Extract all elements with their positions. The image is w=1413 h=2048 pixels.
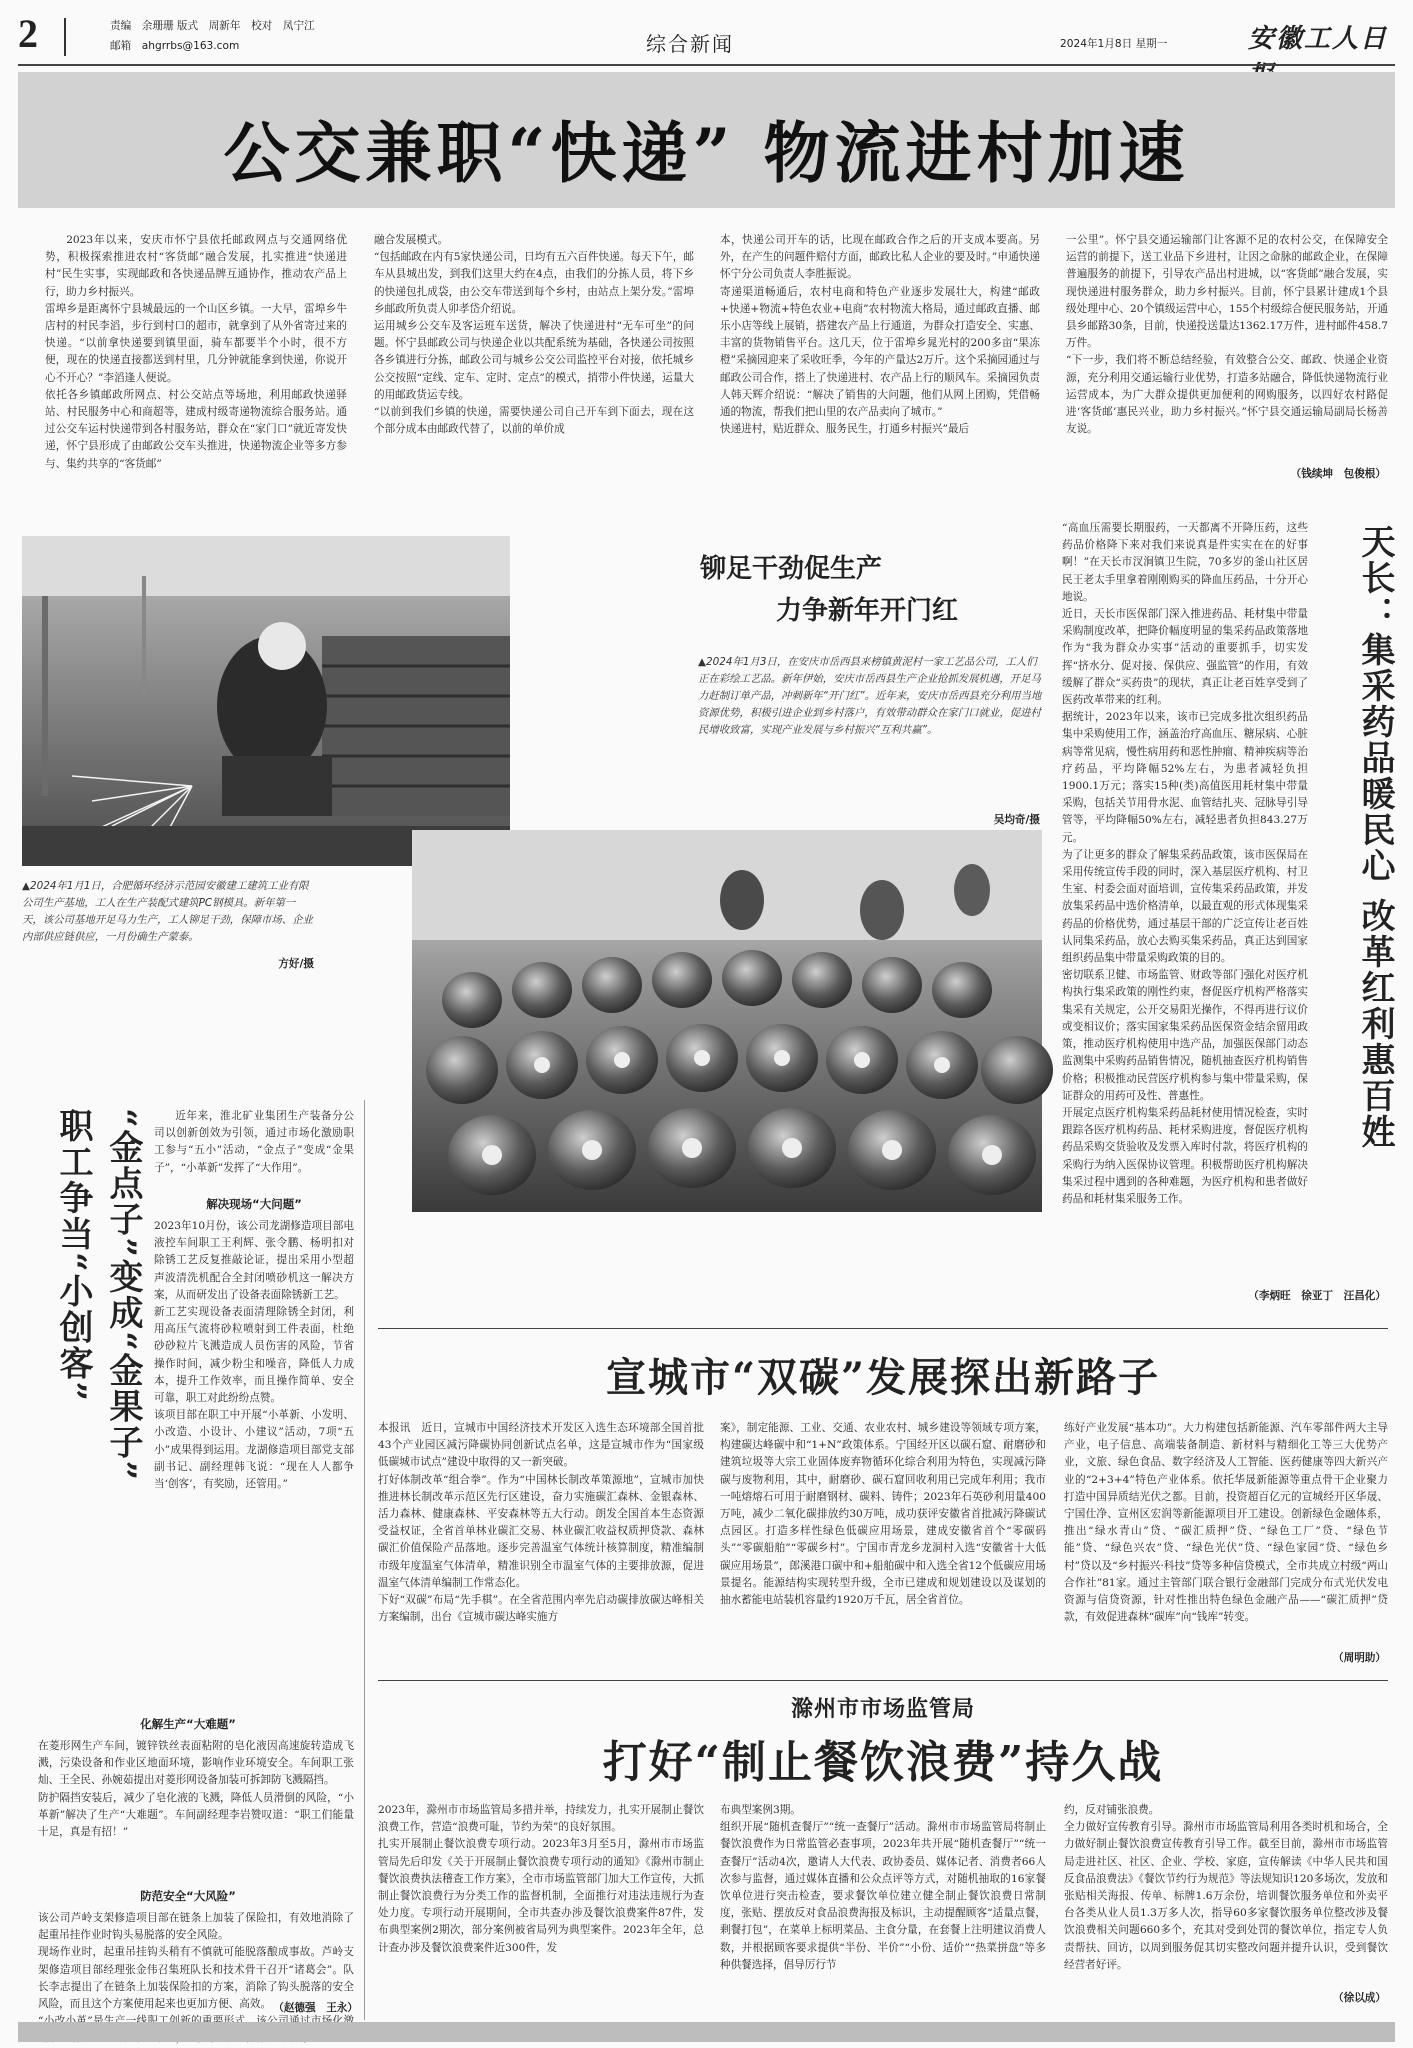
- jindianzi-intro: [154, 1108, 354, 1194]
- crafts-photo: [412, 830, 1042, 1212]
- chuzhou-credit: （徐以成）: [1333, 1992, 1386, 2004]
- paper-name: 安徽工人日: [1248, 24, 1389, 54]
- xuancheng-credit: （周明助）: [1333, 1652, 1386, 1664]
- section-name: 综合新闻: [646, 32, 734, 56]
- xuancheng-headline: 宣城市“双碳”发展探出新路子: [605, 1354, 1160, 1401]
- tianchang-credit: （李炳旺 徐亚丁 汪昌化）: [1248, 1290, 1386, 1302]
- photo-credit-right: 吴均奇/摄: [993, 814, 1040, 826]
- xuancheng-text-2: 案》，制定能源、工业、交通、农业农村、城乡建设等领域专项方案，构建碳达峰碳中和“1+N”政策体系。宁国经开区以碳石窟、耐磨砂和建筑垃圾等大宗工业固体废弃物循环化综合利用为特色，实现减污降碳与废物利用，其中，耐磨砂、碳石窟回收利用已完成年利用；我市一吨熔熔石可用于耐磨钢材、碳料、铸件；2023年石英砂利用量400万吨，减少二氧化碳排放约30万吨，成功获评安徽省首批减污降碳试点园区。打造多样性绿色低碳应用场景，建成安徽省首个“零碳码头”“零碳船舶”“零碳乡村”。宁国市青龙乡龙洞村入选“安徽省十大低碳应用场景”，郎溪港口碳中和+船舶碳中和入选全省12个低碳应用场景提名。能源结构实现转型升级，全市已建成和规划建设以及谋划的抽水蓄能电站装机容量约1920万千瓦，居全省首位。: [720, 1422, 1046, 1607]
- xuancheng-column-3: [1064, 1420, 1388, 1654]
- footer-band: [18, 2022, 1395, 2042]
- jindianzi-section-2: [38, 1738, 354, 1882]
- xuancheng-text-1: 本报讯 近日，宣城市中国经济技术开发区入选生态环境部全国首批43个产业园区减污降碳协同创新试点名单，这是宣城市作为“国家级低碳城市试点”建设中取得的又一新突破。 打好体制改革“组合拳”。作为“中国林长制改革策源地”，宣城市加快推进林长制改革示范区先行区建设，奋力实施碳汇森林、金银森林、活力森林、健康森林、平安森林等五大行动。朗发全国首本生态资源受益权证，全省首单林业碳汇交易、林业碳汇收益权质押贷款、森林碳汇价值保险产品落地。逐步完善温室气体统计核算制度，精准编制市级年度温室气体清单，精准识别全市温室气体的主要排放源，促进温室气体清单编制工作常态化。 下好“双碳”布局“先手棋”。在全省范围内率先启动碳排放碳达峰相关方案编制，出台《宣城市碳达峰实施方: [378, 1422, 704, 1624]
- jindianzi-text-3: 该公司芦岭支架修造项目部在链条上加装了保险扣，有效地消除了起重吊挂作业时钩头易脱落的安全风险。 现场作业时，起重吊挂钩头稍有不慎就可能脱落酿成事故。芦岭支架修造项目部经理张金伟召集班队长和技术骨干召开“诸葛会”。队长李志提出了在链条上加装保险扣的方案，消除了钩头脱落的安全风险，而且这个方案使用起来也更加方便、高效。: [38, 1912, 354, 2011]
- issue-date: 2024年1月8日 星期一: [1060, 38, 1168, 50]
- jindianzi-sub-2: 化解生产“大难题”: [140, 1717, 236, 1731]
- chuzhou-top-rule: [378, 1680, 1388, 1681]
- photo-credit-left: 方好/摄: [278, 958, 314, 970]
- lead-column-1: [45, 232, 347, 480]
- tianchang-body: [1062, 520, 1308, 1302]
- photo-caption-left-text: ▲2024年1月1日，合肥循环经济示范园安徽建工建筑工业有限公司生产基地，工人在生产装配式建筑PC钢模具。新年第一天，该公司基地开足马力生产，工人铆足干劲，保障市场、企业内部供应链供应，一月份确生产蒙泰。: [22, 880, 313, 943]
- left-column-separator: [364, 1100, 365, 2020]
- photo-feature-title-2: 力争新年开门红: [776, 596, 959, 626]
- chuzhou-text-2: 布典型案例3期。 组织开展“随机查餐厅”“统一查餐厅”活动。滁州市市场监管局将制止餐饮浪费作为日常监管必查事项，2023年共开展“随机查餐厅”“统一查餐厅”活动4次，邀请人大代表、政协委员、媒体记者、消费者66人次参与监督，通过媒体直播和公众点评等方式，对随机抽取的16家餐饮单位进行突击检查，要求餐饮单位建立健全制止餐饮浪费日常制度，张贴、摆放反对食品浪费海报及标识，主动提醒顾客“适量点餐，剩餐打包”，在菜单上标明菜品、主食分量，在套餐上注明建议消费人数，并根据顾客要求提供“半份、半价”“小份、适价”“热菜拼盘”等多种供餐选择，倡导厉行节: [720, 1804, 1046, 1971]
- xuancheng-column-1: [378, 1420, 704, 1666]
- lead-text-1: 2023年以来，安庆市怀宁县依托邮政网点与交通网络优势，积极探索推进农村“客货邮”融合发展，扎实推进“快递进村”民生实事，实现邮政和各快递品牌互通协作，推动农产品上行，助力乡村振兴。 雷埠乡是距离怀宁县城最远的一个山区乡镇。一大早，雷埠乡牛店村的村民李滔，步行到村口的超市，就拿到了从外省寄过来的快递。“以前拿快递要到镇里面，骑车都要半个小时，很不方便，现在的快递直接都送到村里，几分钟就能拿到快递，你说开心不开心？”李滔逢人便说。 依托各乡镇邮政所网点、村公交站点等场地，利用邮政快递驿站、村民服务中心和商超等，建成村级寄递物流综合服务站。通过公交车运村快递带到各村服务站，群众在“家门口”就近寄发快递，怀宁县形成了由邮政公交车头推进，快递物流企业等多方参与、集约共享的“客货邮”: [45, 234, 347, 470]
- photo-feature-title-1: 铆足干劲促生产: [700, 554, 883, 584]
- photo-caption-right-text: ▲2024年1月3日，在安庆市岳西县来榜镇黄泥村一家工艺品公司，工人们正在彩绘工艺品。新年伊始，安庆市岳西县生产企业抢抓发展机遇，开足马力赶制订单产品，冲刺新年“开门红”。近年来，安庆市岳西县充分利用当地资源优势，积极引进企业到乡村落户，有效带动群众在家门口就业，促进村民增收致富，实现产业发展与乡村振兴“互利共赢”。: [698, 656, 1042, 736]
- jindianzi-intro-text: 近年来，淮北矿业集团生产装备分公司以创新创效为引领，通过市场化激励职工参与“五小”活动，“金点子”变成“金果子”，“小革新”发挥了“大作用”。: [154, 1110, 354, 1174]
- photo-caption-left: [22, 878, 314, 956]
- factory-worker-photo: [22, 536, 510, 866]
- xuancheng-text-3: 练好产业发展“基本功”。大力构建包括新能源、汽车零部件两大主导产业，电子信息、高端装备制造、新材料与精细化工等三大优势产业，文旅、绿色食品、数字经济及人工智能、医药健康等四大新兴产业的“2+3+4”特色产业体系。依托华晟新能源等重点骨干企业聚力打造中国异质结光伏之都。目前，投资超百亿元的宣城经开区华晟、宁国仕净、宣州区宏润等新能源项目开工建设。创新绿色金融体系，推出“绿水青山”贷、“碳汇质押”贷、“绿色工厂”贷、“绿色节能”贷、“绿色兴农”贷、“绿色光伏”贷、“绿色家园”贷、“绿色乡村”贷以及“乡村振兴·科技”贷等多种信贷模式，全市共成立村级“两山合作社”81家。通过主管部门联合银行金融部门完成分布式光伏发电资源与信贷资源，针对性推出特色绿色金融产品——“碳汇质押”贷款，有效促进森林“碳库”向“钱库”转变。: [1064, 1422, 1388, 1624]
- chuzhou-text-3: 约，反对铺张浪费。 全力做好宣传教育引导。滁州市市场监管局利用各类时机和场合，全力做好制止餐饮浪费宣传教育引导工作。截至目前，滁州市市场监管局走进社区、社区、企业、学校、家庭，宣传解读《中华人民共和国反食品浪费法》《餐饮节约行为规范》等法规知识120多场次，发放和张贴相关海报、传单、标牌1.6万余份，培训餐饮服务单位和外卖平台各类从业人员1.3万多人次，指导60多家餐饮服务单位整改涉及餐饮浪费相关问题660多个，充其对受到处罚的餐饮单位，指定专人负责帮扶、回访，以周到服务促其切实整改问题并提升认识，受到餐饮经营者好评。: [1064, 1804, 1388, 1971]
- chuzhou-column-1: [378, 1802, 704, 2008]
- page-number-divider: [64, 18, 66, 56]
- jindianzi-sub-3: 防范安全“大风险”: [140, 1889, 236, 1903]
- page-number: 2: [18, 11, 38, 56]
- lead-text-2: 融合发展模式。 “包括邮政在内有5家快递公司，日均有五六百件快递。每天下午，邮车从县城出发，到我们这里大约在4点，由我们的分拣人员，将下乡的快递包扎成袋，由公交车带送到每个乡村，由站点上架分发。”雷埠乡邮政所负责人卯孝岱介绍说。 运用城乡公交车及客运班车送货，解决了快递进村“无车可坐”的问题。怀宁县邮政公司与快递企业以共配系统为基础，各快递公司按照各乡镇进行分拣，邮政公司与城乡公交公司监控平台对接，依托城乡公交按照“定线、定车、定时、定点”的模式，捎带小件快递，运量大的用邮政货运专线。 “以前到我们乡镇的快递，需要快递公司自己开车到下面去，现在这个部分成本由邮政代替了，以前的单价成: [374, 234, 694, 436]
- jindianzi-text-2: 在菱形网生产车间，镀锌铁丝表面粘附的皂化液因高速旋转造成飞溅，污染设备和作业区地面环境，影响作业环境安全。车间职工张灿、王全民、孙婉茹提出对菱形网设备加装可拆卸防飞溅隔挡。 防护隔挡安装后，减少了皂化液的飞溅，降低人员滑倒的风险，“小革新”解决了生产“大难题”。车间副经理李岩赞叹道：“职工们能量十足，真是有招！”: [38, 1740, 354, 1839]
- jindianzi-credit: （赵德强 王永）: [273, 2002, 358, 2014]
- chuzhou-column-2: [720, 1802, 1046, 2008]
- chuzhou-column-3: [1064, 1802, 1388, 1992]
- xuancheng-top-rule: [378, 1328, 1388, 1329]
- lead-headline: 公交兼职“快递” 物流进村加速: [223, 114, 1190, 192]
- lead-text-3: 本，快递公司开车的话，比现在邮政合作之后的开支成本要高。另外，在产生的问题件赔付方面，邮政比私人企业的要及时。”申通快递怀宁分公司负责人李胜振说。 寄递渠道畅通后，农村电商和特色产业逐步发展壮大，构建“邮政+快递+物流+特色农业+电商”农村物流大格局，通过邮政直播、邮乐小店等线上展销，搭建农产品上行通道，为群众打造安全、实惠、丰富的货物销售平台。这几天，位于雷埠乡晁光村的200多亩“果冻橙”采摘园迎来了采收旺季，今年的产量达2万斤。这个采摘园通过与邮政公司合作，搭上了快递进村、农产品上行的顺风车。采摘园负责人韩天辉介绍说：“解决了销售的大问题，他们从网上团购，凭借畅通的物流，帮我们把山里的农产品卖向了城市。” 快递进村，贴近群众、服务民生，打通乡村振兴”最后: [720, 234, 1040, 436]
- chuzhou-text-1: 2023年，滁州市市场监管局多措并举，持续发力，扎实开展制止餐饮浪费工作，营造“浪费可耻，节约为荣”的良好氛围。 扎实开展制止餐饮浪费专项行动。2023年3月至5月，滁州市市场监管局先后印发《关于开展制止餐饮浪费专项行动的通知》《滁州市制止餐饮浪费执法稽查工作方案》，全市市场监管部门加大工作宣传，大抓制止餐饮浪费行为分类工作的监督机制，全面推行对违法违规行为查处力度。专项行动开展期间，全市共查办涉及餐饮浪费案件87件，发布典型案例2期次，部分案例被省局列为典型案件。2023年全年，总计查办涉及餐饮浪费案件近300件，发: [378, 1804, 704, 1954]
- lead-credit: （钱续坤 包俊根）: [1290, 468, 1386, 480]
- masthead: [18, 11, 1395, 58]
- jindianzi-text-1: 2023年10月份，该公司龙湖修造项目部电液控车间职工王利辉、张令鹏、杨明扣对除锈工艺反复推敲论证，提出采用小型超声波清洗机配合全封闭喷砂机这一解决方案，从而研发出了设备表面除锈新工艺。 新工艺实现设备表面清理除锈全封闭，利用高压气流将砂粒喷射到工件表面，杜绝砂砂粒片飞溅造成人员伤害的风险，节省操作时间，减少粉尘和噪音，降低人力成本，提升工作效率，而且操作简单、安全可靠，职工对此纷纷点赞。 该项目部在职工中开展“小革新、小发明、小改造、小设计、小建议”活动，7项“五小”成果得到运用。龙湖修造项目部党支部副书记、副经理韩飞说：“现在人人都争当‘创客’，有奖励，还管用。”: [154, 1220, 354, 1491]
- jindianzi-vertical-title: “金点子”变成“金果子” 职工争当“小创客”: [53, 1108, 143, 1483]
- masthead-rule: [18, 64, 1395, 66]
- staff-line-1: 责编 余珊珊 版式 周新年 校对 凤宁江: [110, 20, 315, 32]
- lead-column-2: [374, 232, 694, 480]
- lead-text-4: 一公里”。怀宁县交通运输部门让客源不足的农村公交，在保障安全运营的前提下，送工业品下乡进村，让因之命脉的邮政企业，在保障普遍服务的前提下，引导农产品出村进城，以“客货邮”融合发展，实现快递进村服务群众，助力乡村振兴。目前，怀宁县累计建成1个县级处理中心、20个镇级运营中心，155个村级综合便民服务站，开通县乡邮路30条，目前，快递投送量达1362.17万件，进村邮件458.7万件。 “下一步，我们将不断总结经验，有效整合公交、邮政、快递企业资源，充分利用交通运输行业优势，打造多站融合，降低快递物流行业运营成本，为广大群众提供更加便利的网购服务，以四好农村路促进‘客货邮’惠民兴业，助力乡村振兴。”怀宁县交通运输局副局长杨善友说。: [1066, 234, 1388, 436]
- chuzhou-headline: 打好“制止餐饮浪费”持久战: [602, 1737, 1164, 1788]
- photo-caption-right: [698, 654, 1042, 810]
- xuancheng-column-2: [720, 1420, 1046, 1666]
- chuzhou-kicker: 滁州市市场监管局: [790, 1696, 975, 1722]
- lead-column-4: [1066, 232, 1388, 466]
- jindianzi-sub-1: 解决现场“大问题”: [206, 1197, 302, 1211]
- jindianzi-section-1: [154, 1218, 354, 1690]
- lead-column-3: [720, 232, 1040, 480]
- tianchang-text: “高血压需要长期服药，一天都离不开降压药，这些药品价格降下来对我们来说真是件实实在在的好事啊！”在天长市汊涧镇卫生院，70多岁的釜山社区居民王老太手里拿着刚刚购买的降血压药品，十分开心地说。 近日，天长市医保部门深入推进药品、耗材集中带量采购制度改革，把降价幅度明显的集采药品政策落地作为“我为群众办实事”活动的重要抓手，切实发挥“挤水分、促对接、保供应、强监管”的作用，有效缓解了群众“买药贵”的现状，真正让老百姓享受到了医药改革带来的红利。 据统计，2023年以来，该市已完成多批次组织药品集中采购使用工作，涵盖治疗高血压、糖尿病、心脏病等常见病，慢性病用药和恶性肿瘤、精神疾病等治疗药品，平均降幅52%左右，为患者减轻负担1900.1万元；落实15种(类)高值医用耗材集中带量采购，包括关节用骨水泥、血管结扎夹、冠脉导引导管等，平均降幅50%左右，减轻患者负担843.27万元。 为了让更多的群众了解集采药品政策，该市医保局在采用传统宣传手段的同时，深入基层医疗机构、村卫生室、村委会面对面培训，宣传集采药品政策，并发放集采药品中选价格清单，以最直观的形式体现集采药品的价格优势，通过基层干部的广泛宣传让老百姓认同集采药品，放心去购买集采药品，真正达到国家组织药品集中带量采购政策的目的。 密切联系卫健、市场监管、财政等部门强化对医疗机构执行集采政策的刚性约束，督促医疗机构严格落实集采有关规定，公开交易阳光操作，不得再进行议价或变相议价；落实国家集采药品医保资金结余留用政策，推动医疗机构使用中选产品，加强医保部门动态监测集中采购药品销售情况，随机抽查医疗机构销售价格；积极推动民营医疗机构参与集中带量采购，保证群众的用药可及性、普惠性。 开展定点医疗机构集采药品耗材使用情况检查，实时跟踪各医疗机构药品、耗材采购进度，督促医疗机构药品采购交货验收及发票入库时付款，将医疗机构的采购行为纳入医保协议管理。积极帮助医疗机构解决集采过程中遇到的各种难题，为医疗机构和患者做好药品和耗材集采服务工作。: [1062, 522, 1308, 1205]
- staff-line-2: 邮箱 ahgrrbs@163.com: [110, 40, 240, 52]
- tianchang-vertical-title: 天长：集采药品暖民心 改革红利惠百姓: [1355, 524, 1395, 1150]
